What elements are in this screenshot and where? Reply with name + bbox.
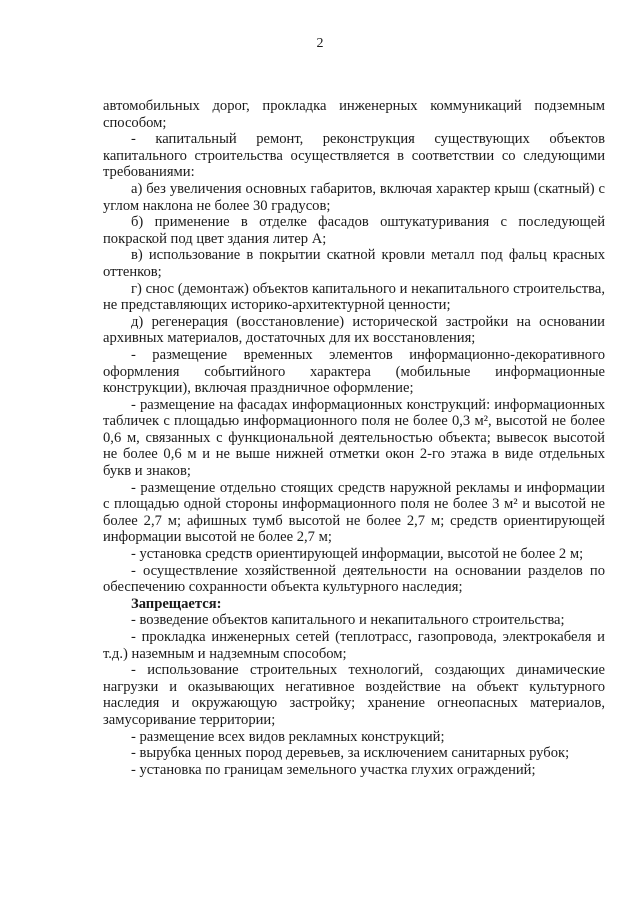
paragraph: а) без увеличения основных габаритов, включая характер крыш (скатный) с углом наклона не более 30 градусов; <box>103 180 605 214</box>
paragraph: - использование строительных технологий, создающих динамические нагрузки и оказывающих негативное воздействие на объект культурного наследия и окружающую застройку; хранение огнеопасных материалов, замусоривание территории; <box>103 662 605 728</box>
paragraph: - размещение всех видов рекламных конструкций; <box>131 728 445 745</box>
paragraph: - прокладка инженерных сетей (теплотрасс, газопровода, электрокабеля и т.д.) наземным и надземным способом; <box>103 629 605 662</box>
paragraph: - капитальный ремонт, реконструкция существующих объектов капитального строительства осуществляется в соответствии со следующими требованиями: <box>103 131 605 181</box>
paragraph: в) использование в покрытии скатной кровли металл под фальц красных оттенков; <box>103 247 605 280</box>
document-body <box>103 98 605 778</box>
paragraph: - возведение объектов капитального и некапитального строительства; <box>131 612 565 629</box>
paragraph: - установка по границам земельного участка глухих ограждений; <box>131 761 536 778</box>
paragraph: д) регенерация (восстановление) исторической застройки на основании архивных материалов, достаточных для их восстановления; <box>103 313 605 347</box>
paragraph: - размещение на фасадах информационных конструкций: информационных табличек с площадью информационного поля не более 0,3 м², высотой не более 0,6 м, связанных с функциональной деятельностью объекта; вывесок высотой не более 0,6 м и не выше нижней отметки окон 2-го этажа в виде отдельных букв и знаков; <box>103 396 605 480</box>
paragraph: - размещение временных элементов информационно-декоративного оформления событийного характера (мобильные информационные конструкции), включая праздничное оформление; <box>103 346 605 397</box>
paragraph: - размещение отдельно стоящих средств наружной рекламы и информации с площадью одной стороны информационного поля не более 3 м² и высотой не более 2,7 м; афишных тумб высотой не более 2,7 м; средств ориентирующей информации высотой не более 2,7 м; <box>103 479 605 546</box>
paragraph: г) снос (демонтаж) объектов капитального и некапитального строительства, не представляющих историко-архитектурной ценности; <box>103 280 605 314</box>
paragraph: автомобильных дорог, прокладка инженерных коммуникаций подземным способом; <box>103 98 605 131</box>
paragraph: - осуществление хозяйственной деятельности на основании разделов по обеспечению сохранности объекта культурного наследия; <box>103 562 605 596</box>
paragraph: - вырубка ценных пород деревьев, за исключением санитарных рубок; <box>131 745 570 762</box>
page-number: 2 <box>316 36 324 51</box>
section-heading: Запрещается: <box>131 595 222 612</box>
paragraph: б) применение в отделке фасадов оштукатуривания с последующей покраской под цвет здания литер А; <box>103 214 605 247</box>
paragraph: - установка средств ориентирующей информации, высотой не более 2 м; <box>131 546 584 563</box>
